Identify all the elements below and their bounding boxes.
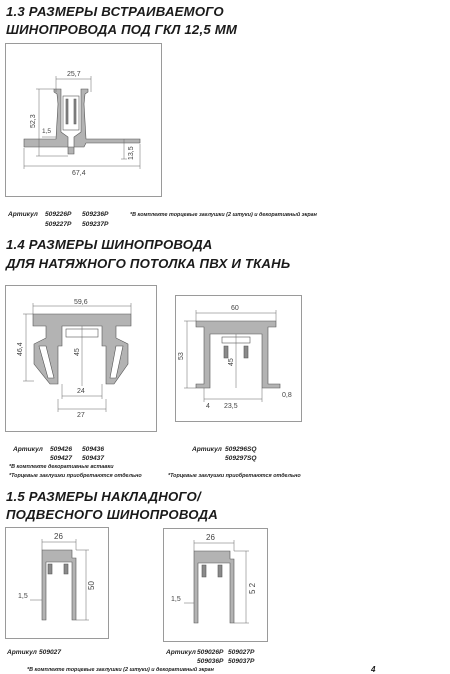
dim-1-5r-t: 1,5 xyxy=(171,596,181,603)
dim-1-5r-h: 5 2 xyxy=(248,582,257,594)
dim-1-3-h-right: 13,5 xyxy=(128,146,135,160)
dim-1-5l-h: 50 xyxy=(87,581,96,590)
section-1-5-title-line1: 1.5 РАЗМЕРЫ НАКЛАДНОГО/ xyxy=(6,489,201,504)
note-1-4l-1: *В комплекте декоративные вставки xyxy=(9,464,114,470)
art-1-4l-code-3: 509427 xyxy=(50,455,73,462)
drawing-1-4-right xyxy=(176,296,301,421)
drawing-1-4-left-frame xyxy=(5,285,157,432)
drawing-1-5-left xyxy=(6,528,108,638)
profile-1-5-right xyxy=(194,551,234,623)
drawing-1-3 xyxy=(6,44,161,196)
profile-1-4-right xyxy=(196,321,280,388)
profile-1-3 xyxy=(24,89,140,154)
art-1-5r-label: Артикул xyxy=(166,649,196,656)
dim-1-3-t: 1,5 xyxy=(42,128,52,135)
note-1-4l-2: *Торцевые заглушки приобретаются отдельно xyxy=(9,473,142,479)
dim-1-4l-w-bottom: 27 xyxy=(77,412,85,419)
dim-1-5l-w-top: 26 xyxy=(54,532,63,541)
art-1-5l-label: Артикул xyxy=(7,649,37,656)
dim-1-3-h-total: 52,3 xyxy=(30,114,37,128)
art-1-5r-code-2: 509027Р xyxy=(228,649,255,656)
section-1-5-title-line2: ПОДВЕСНОГО ШИНОПРОВОДА xyxy=(6,507,218,522)
dim-1-4r-d-a: 4 xyxy=(206,403,210,410)
profile-1-5-left xyxy=(42,550,76,620)
drawing-1-5-right xyxy=(164,529,267,641)
dim-1-5l-t: 1,5 xyxy=(18,593,28,600)
art-1-5l-code-1: 509027 xyxy=(39,649,62,656)
art-1-3-code-4: 509237Р xyxy=(82,221,109,228)
drawing-1-5-left-frame xyxy=(5,527,109,639)
art-1-5r-code-3: 509036Р xyxy=(197,658,224,665)
art-1-4l-code-1: 509426 xyxy=(50,446,73,453)
dim-1-4r-h-left: 53 xyxy=(178,352,185,360)
dim-1-4r-h-mid: 45 xyxy=(228,358,235,366)
art-1-4r-code-2: 509297SQ xyxy=(225,455,257,462)
dim-1-4l-w-inner: 24 xyxy=(77,388,85,395)
art-1-5r-code-4: 509037Р xyxy=(228,658,255,665)
dim-1-4l-w-top: 59,6 xyxy=(74,299,88,306)
art-1-4l-code-2: 509436 xyxy=(82,446,105,453)
drawing-1-4-left xyxy=(6,286,156,431)
drawing-1-5-right-frame xyxy=(163,528,268,642)
dim-1-5r-w-top: 26 xyxy=(206,533,215,542)
note-1-4r: *Торцевые заглушки приобретаются отдельно xyxy=(168,473,301,479)
dim-1-4l-h-mid: 45 xyxy=(74,348,81,356)
dim-1-3-w-top: 25,7 xyxy=(67,71,81,78)
art-1-3-label: Артикул xyxy=(8,211,38,218)
section-1-4-title-line2: ДЛЯ НАТЯЖНОГО ПОТОЛКА ПВХ И ТКАНЬ xyxy=(6,256,291,271)
drawing-1-4-right-frame xyxy=(175,295,302,422)
art-1-4l-label: Артикул xyxy=(13,446,43,453)
art-1-3-code-2: 509236Р xyxy=(82,211,109,218)
note-1-3: *В комплекте торцевые заглушки (2 штуки) и декоративный экран xyxy=(130,212,317,218)
art-1-4l-code-4: 509437 xyxy=(82,455,105,462)
art-1-3-code-1: 509226Р xyxy=(45,211,72,218)
art-1-4r-code-1: 509296SQ xyxy=(225,446,257,453)
art-1-3-code-3: 509227Р xyxy=(45,221,72,228)
art-1-4r-label: Артикул xyxy=(192,446,222,453)
page-number: 4 xyxy=(371,665,376,674)
dim-1-4r-d-b: 23,5 xyxy=(224,403,238,410)
dim-1-4r-w-top: 60 xyxy=(231,305,239,312)
art-1-5r-code-1: 509026Р xyxy=(197,649,224,656)
dim-1-4l-h-left: 46,4 xyxy=(17,342,24,356)
dim-1-3-w-bottom: 67,4 xyxy=(72,170,86,177)
dim-1-4r-d-c: 0,8 xyxy=(282,392,292,399)
section-1-4-title-line1: 1.4 РАЗМЕРЫ ШИНОПРОВОДА xyxy=(6,237,213,252)
section-1-3-title-line2: ШИНОПРОВОДА ПОД ГКЛ 12,5 ММ xyxy=(6,22,238,37)
note-1-5: *В комплекте торцевые заглушки (2 штуки) и декоративный экран xyxy=(27,667,214,673)
drawing-1-3-frame xyxy=(5,43,162,197)
section-1-3-title-line1: 1.3 РАЗМЕРЫ ВСТРАИВАЕМОГО xyxy=(6,4,224,19)
